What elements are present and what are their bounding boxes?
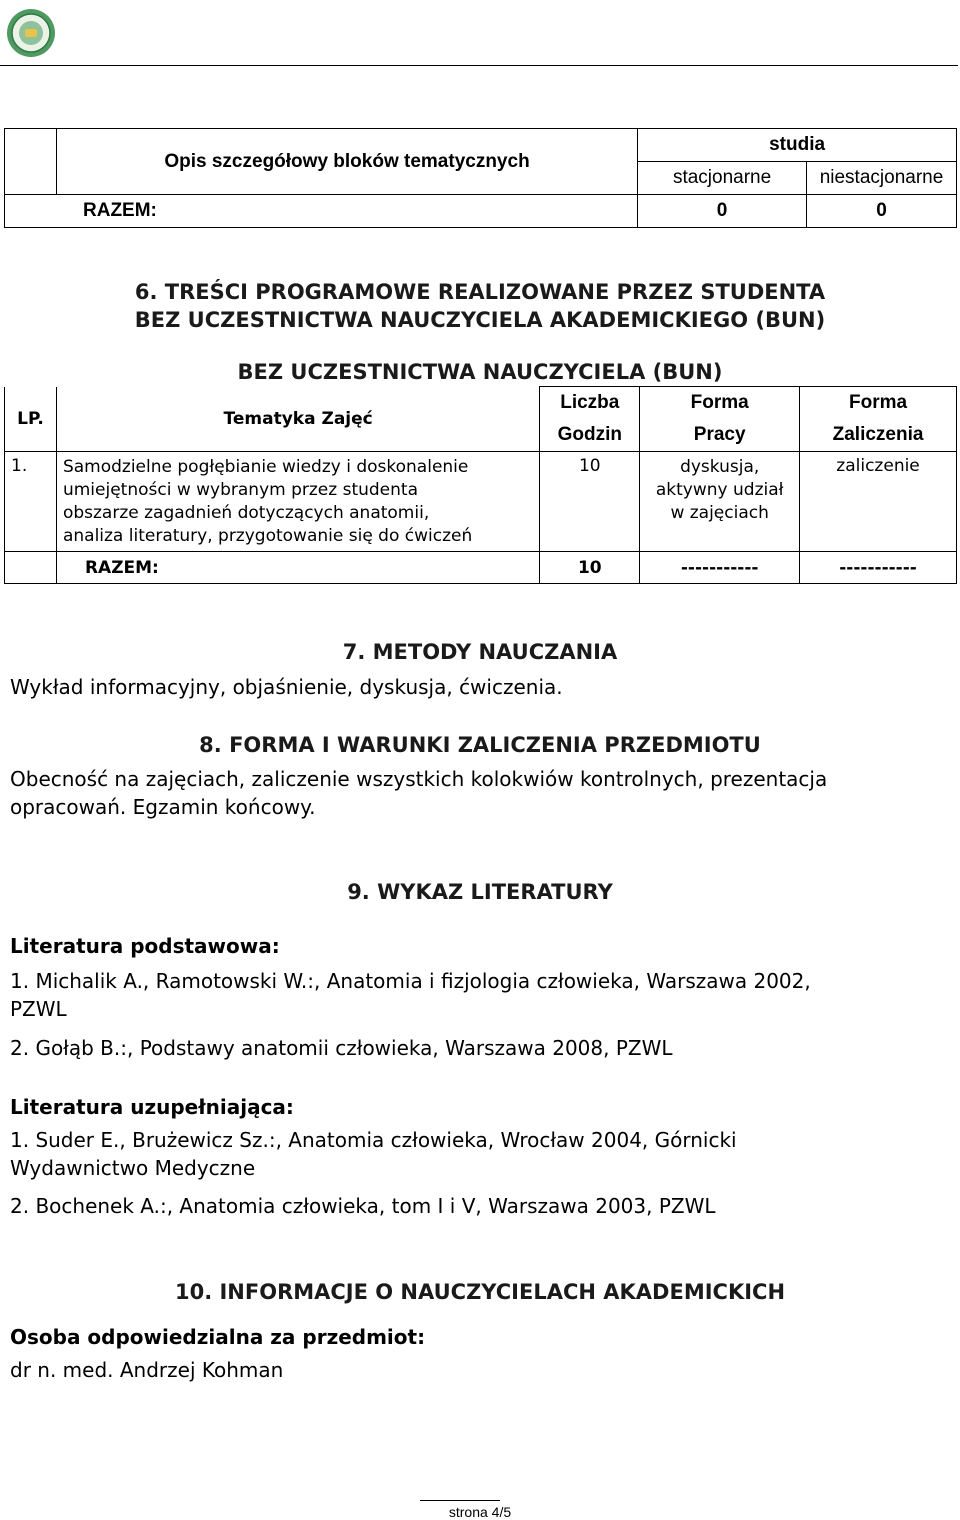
studies-header: studia bbox=[638, 129, 957, 162]
row-hours: 10 bbox=[540, 452, 640, 552]
section-10-title: 10. INFORMACJE O NAUCZYCIELACH AKADEMICKICH bbox=[174, 1280, 786, 1304]
bun-total-label: RAZEM: bbox=[56, 552, 539, 584]
university-seal-icon bbox=[6, 8, 56, 58]
section-6-title-line2: BEZ UCZESTNICTWA NAUCZYCIELA AKADEMICKIEGO (BUN) bbox=[134, 308, 826, 332]
empty-cell bbox=[5, 552, 57, 584]
footer-divider bbox=[420, 1500, 500, 1501]
bun-table bbox=[4, 386, 957, 584]
topic-header: Opis szczegółowy bloków tematycznych bbox=[56, 129, 637, 195]
row-work-form: dyskusja, aktywny udział w zajęciach bbox=[640, 452, 800, 552]
total-parttime: 0 bbox=[807, 195, 957, 228]
list-item: 2. Gołąb B.:, Podstawy anatomii człowieka, Warszawa 2008, PZWL bbox=[10, 1036, 673, 1060]
list-item: 1. Suder E., Brużewicz Sz.:, Anatomia człowieka, Wrocław 2004, Górnicki Wydawnictwo Medyczne bbox=[10, 1128, 737, 1180]
list-item: 1. Michalik A., Ramotowski W.:, Anatomia i fizjologia człowieka, Warszawa 2002, PZWL bbox=[10, 969, 811, 1021]
section-6-title bbox=[0, 278, 960, 334]
list-item: 2. Bochenek A.:, Anatomia człowieka, tom I i V, Warszawa 2003, PZWL bbox=[10, 1194, 716, 1218]
credit-form-header: Forma Zaliczenia bbox=[800, 387, 957, 452]
fulltime-header: stacjonarne bbox=[638, 162, 807, 195]
parttime-header: niestacjonarne bbox=[807, 162, 957, 195]
row-lp: 1. bbox=[5, 452, 57, 552]
responsible-person-label: Osoba odpowiedzialna za przedmiot: bbox=[10, 1325, 426, 1349]
section-7-title: 7. METODY NAUCZANIA bbox=[342, 640, 618, 664]
bun-total-credit: ----------- bbox=[800, 552, 957, 584]
bun-table-caption: BEZ UCZESTNICTWA NAUCZYCIELA (BUN) bbox=[237, 360, 723, 384]
extra-literature-label: Literatura uzupełniająca: bbox=[10, 1095, 294, 1119]
work-form-header: Forma Pracy bbox=[640, 387, 800, 452]
header-divider bbox=[0, 65, 958, 66]
bun-total-work: ----------- bbox=[640, 552, 800, 584]
row-topic: Samodzielne pogłębianie wiedzy i doskonalenie umiejętności w wybranym przez studenta obszarze zagadnień dotyczących anatomii, analiza literatury, przygotowanie się do ćwiczeń bbox=[56, 452, 539, 552]
empty-cell bbox=[5, 129, 57, 195]
lp-header: LP. bbox=[5, 387, 57, 452]
topic-header: Tematyka Zajęć bbox=[56, 387, 539, 452]
hours-summary-table bbox=[4, 128, 957, 228]
basic-literature-label: Literatura podstawowa: bbox=[10, 934, 280, 958]
table-row bbox=[5, 452, 957, 552]
teaching-methods-text: Wykład informacyjny, objaśnienie, dyskusja, ćwiczenia. bbox=[10, 675, 563, 699]
hours-header: Liczba Godzin bbox=[540, 387, 640, 452]
total-label: RAZEM: bbox=[5, 195, 638, 228]
responsible-person-name: dr n. med. Andrzej Kohman bbox=[10, 1358, 284, 1382]
row-credit-form: zaliczenie bbox=[800, 452, 957, 552]
section-6-title-line1: 6. TREŚCI PROGRAMOWE REALIZOWANE PRZEZ STUDENTA bbox=[134, 280, 826, 304]
section-8-title: 8. FORMA I WARUNKI ZALICZENIA PRZEDMIOTU bbox=[199, 733, 761, 757]
page-number: strona 4/5 bbox=[448, 1504, 512, 1520]
bun-total-hours: 10 bbox=[540, 552, 640, 584]
credit-conditions-text: Obecność na zajęciach, zaliczenie wszystkich kolokwiów kontrolnych, prezentacja opracowań. Egzamin końcowy. bbox=[10, 767, 828, 819]
total-fulltime: 0 bbox=[638, 195, 807, 228]
section-9-title: 9. WYKAZ LITERATURY bbox=[347, 880, 613, 904]
